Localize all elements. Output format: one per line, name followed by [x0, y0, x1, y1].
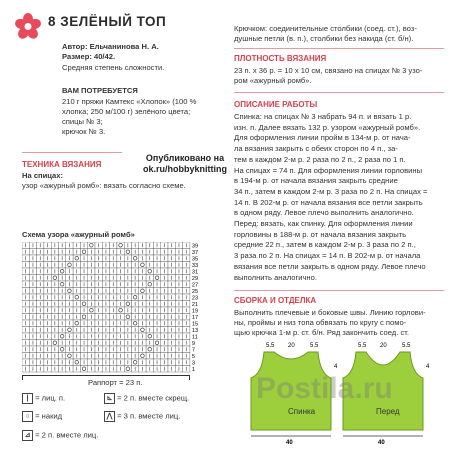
chart-cell — [59, 333, 66, 340]
work-line: Спинка: на спицах № 3 набрать 94 п. и вязать 1 р. — [234, 112, 412, 121]
assembly-line: ны, проймы и низ топа обвязать по кругу с помо- — [234, 318, 407, 327]
chart-cell — [80, 314, 87, 321]
chart-cell — [132, 320, 139, 327]
dim-shoulder: 5.5 — [266, 343, 275, 349]
knitting-chart — [22, 242, 210, 373]
row-number: 23 — [191, 295, 199, 302]
materials-heading: ВАМ ПОТРЕБУЕТСЯ — [62, 86, 138, 95]
work-line: 34 п., затем в каждом 2-м р. 3 раза по 2 п. На спицах = — [234, 186, 428, 196]
legend-item — [22, 430, 98, 441]
chart-cell — [80, 301, 87, 308]
work-line: средние 22 п., затем в каждом 2-м р. 3 раза по 2 п., — [234, 240, 416, 250]
legend-label: = 2 п. вместе скрещ. — [117, 393, 190, 403]
work-line: Перед: вязать, как спинку. Для оформления линии — [234, 219, 413, 228]
work-line: Для оформления линии пройм в 134-м р. от нача- — [234, 133, 411, 143]
chart-cell — [146, 346, 153, 353]
chart-cell — [66, 262, 73, 269]
row-number: 13 — [191, 328, 199, 335]
chart-cell — [80, 366, 87, 373]
legend-label: = лиц. п. — [35, 393, 66, 403]
work-line: в 194-м р. от начала вязания закрыть средние — [234, 176, 398, 186]
row-number: 39 — [191, 243, 199, 250]
chart-cell — [146, 333, 153, 340]
back-label: Спинка — [288, 407, 316, 416]
hook-line: Крючком: соединительные столбики (соед. ст.), воз- — [234, 24, 417, 33]
chart-cell — [146, 268, 153, 275]
chart-cell — [132, 294, 139, 301]
row-number: 3 — [191, 360, 196, 367]
chart-cell — [73, 359, 80, 366]
k2tog-crossed-icon: ⊾ — [104, 393, 115, 404]
row-number: 9 — [191, 341, 196, 348]
chart-cell — [124, 366, 131, 373]
chart-cell — [66, 353, 73, 360]
chart-cell — [153, 275, 160, 282]
legend-item — [104, 411, 180, 422]
chart-grid — [22, 242, 190, 372]
chart-cell — [66, 327, 73, 334]
work-line: вязания все петли закрыть в одном ряду. Левое плечо — [234, 261, 426, 271]
legend-label: = 3 п. вместе лиц. — [117, 411, 181, 421]
divider — [234, 92, 444, 93]
chart-cell — [132, 359, 139, 366]
legend-item — [22, 393, 65, 404]
chart-cell — [139, 288, 146, 295]
legend-item — [22, 411, 62, 422]
chart-cell — [59, 268, 66, 275]
dim-shoulder: 5.5 — [358, 343, 367, 349]
row-number: 5 — [191, 354, 196, 361]
chart-cell — [124, 301, 131, 308]
gauge-heading: ПЛОТНОСТЬ ВЯЗАНИЯ — [234, 54, 327, 63]
divider — [234, 48, 444, 49]
work-line: горловины в 188-м р. от начала вязания закрыть — [234, 229, 407, 239]
chart-cell — [88, 307, 95, 314]
gauge-line: ром «ажурный ромб». — [234, 76, 312, 85]
chart-cell — [139, 262, 146, 269]
assembly-line: щью крючка 1-м р. ст. б/н. Ряд закончить соед. ст. — [234, 328, 410, 337]
dim-height: 4 — [334, 364, 338, 370]
chart-row-numbers — [192, 244, 198, 373]
row-number: 29 — [191, 276, 199, 283]
work-line: выполнить аналогично. — [234, 272, 317, 282]
dim-neck: 20 — [380, 343, 387, 349]
gauge-line: 23 п. х 36 р. = 10 х 10 см, связано на спицах № 3 узо- — [234, 66, 423, 75]
promo-line: Опубликовано на — [145, 153, 225, 163]
watermark: Postila.ru — [256, 372, 393, 405]
row-number: 27 — [191, 282, 199, 289]
front-label: Перед — [376, 407, 400, 416]
dim-shoulder: 5.5 — [310, 343, 319, 349]
dim-width: 40 — [286, 440, 293, 446]
chart-cell — [80, 249, 87, 256]
chart-cell — [73, 320, 80, 327]
chart-cell — [51, 275, 58, 282]
work-line: 14 п. В 202-м р. от начала вязания все петли закрыть — [234, 197, 423, 207]
work-line: ла вязания закрыть с обеих сторон по 4 п., за- — [234, 144, 398, 154]
dim-width: 40 — [378, 440, 385, 446]
hook-line: душные петли (в. п.), столбики без накида (ст. б/н). — [234, 34, 414, 43]
chart-cell — [132, 255, 139, 262]
row-number: 35 — [191, 256, 199, 263]
assembly-heading: СБОРКА И ОТДЕЛКА — [234, 296, 317, 305]
work-line: 3 раза по 2 п. На спицах = 14 п. В 202-м р. от начала — [234, 251, 421, 261]
materials-line: крючок № 3. — [62, 127, 106, 136]
dim-neck: 20 — [288, 343, 295, 349]
work-line: в одном ряду. Левое плечо выполнить аналогично. — [234, 208, 414, 218]
promo-text — [143, 153, 227, 175]
row-number: 25 — [191, 289, 199, 296]
materials-line: хлопка; 250 м/100 г) зелёного цвета; — [62, 107, 191, 116]
chart-cell — [124, 314, 131, 321]
row-number: 17 — [191, 315, 199, 322]
flower-logo — [14, 12, 42, 40]
row-number: 7 — [191, 347, 196, 354]
work-line: изн. п. Далее вязать 132 р. узором «ажурный ромб». — [234, 122, 421, 132]
size: Размер: 40/42. — [62, 52, 116, 61]
k3tog-icon: ⋀ — [104, 411, 115, 422]
chart-cell — [66, 288, 73, 295]
chart-cell — [139, 327, 146, 334]
assembly-line: Выполнить плечевые и боковые швы. Линию горлови- — [234, 308, 426, 317]
divider — [234, 290, 444, 291]
row-number: 1 — [191, 367, 196, 373]
k2tog-icon: ⊿ — [22, 430, 33, 441]
row-number: 37 — [191, 250, 199, 257]
chart-cell — [51, 340, 58, 347]
materials-line: 210 г пряжи Камтекс «Хлопок» (100 % — [62, 97, 197, 106]
chart-cell — [117, 307, 124, 314]
technique-text: узор «ажурный ромб»: вязать согласно схеме. — [22, 181, 186, 190]
page-title: 8 ЗЕЛЁНЫЙ ТОП — [48, 14, 167, 29]
chart-cell — [117, 242, 124, 249]
chart-cell — [139, 353, 146, 360]
promo-link[interactable]: ok.ru/hobbyknitting — [143, 164, 227, 174]
row-number: 11 — [191, 334, 198, 341]
work-heading: ОПИСАНИЕ РАБОТЫ — [234, 100, 318, 109]
chart-cell — [88, 242, 95, 249]
row-number: 19 — [191, 308, 199, 315]
chart-cell — [124, 249, 131, 256]
chart-heading: Схема узора «ажурный ромб» — [22, 230, 135, 239]
difficulty: Средняя степень сложности. — [62, 63, 165, 72]
chart-cell — [146, 281, 153, 288]
materials-line: спицы № 3; — [62, 117, 103, 126]
chart-cell — [73, 255, 80, 262]
chart-cell — [59, 281, 66, 288]
chart-cell — [153, 340, 160, 347]
work-line: На спицах = 74 п. Для оформления линии горловины — [234, 165, 423, 175]
row-number: 33 — [191, 263, 199, 270]
dim-height: 4 — [426, 364, 430, 370]
knit-symbol-icon: | — [22, 393, 33, 404]
row-number: 31 — [191, 269, 199, 276]
technique-heading: ТЕХНИКА ВЯЗАНИЯ — [22, 160, 102, 169]
technique-sub: На спицах: — [22, 171, 64, 180]
dim-shoulder: 5.5 — [402, 343, 411, 349]
legend-item — [104, 393, 189, 404]
legend-label: = 2 п. вместе лиц. — [35, 430, 99, 440]
yarn-over-icon: ○ — [22, 411, 33, 422]
legend-label: = накид — [35, 411, 63, 421]
repeat-label: Раппорт = 23 п. — [88, 378, 143, 387]
row-number: 15 — [191, 321, 199, 328]
row-number: 21 — [191, 302, 199, 309]
chart-cell — [59, 346, 66, 353]
work-line: тем в каждом 2-м р. 2 раза по 2 п., 2 раза по 1 п. — [234, 154, 406, 164]
chart-cell — [73, 294, 80, 301]
author: Автор: Ельчанинова Н. А. — [62, 42, 159, 51]
divider — [22, 152, 122, 153]
